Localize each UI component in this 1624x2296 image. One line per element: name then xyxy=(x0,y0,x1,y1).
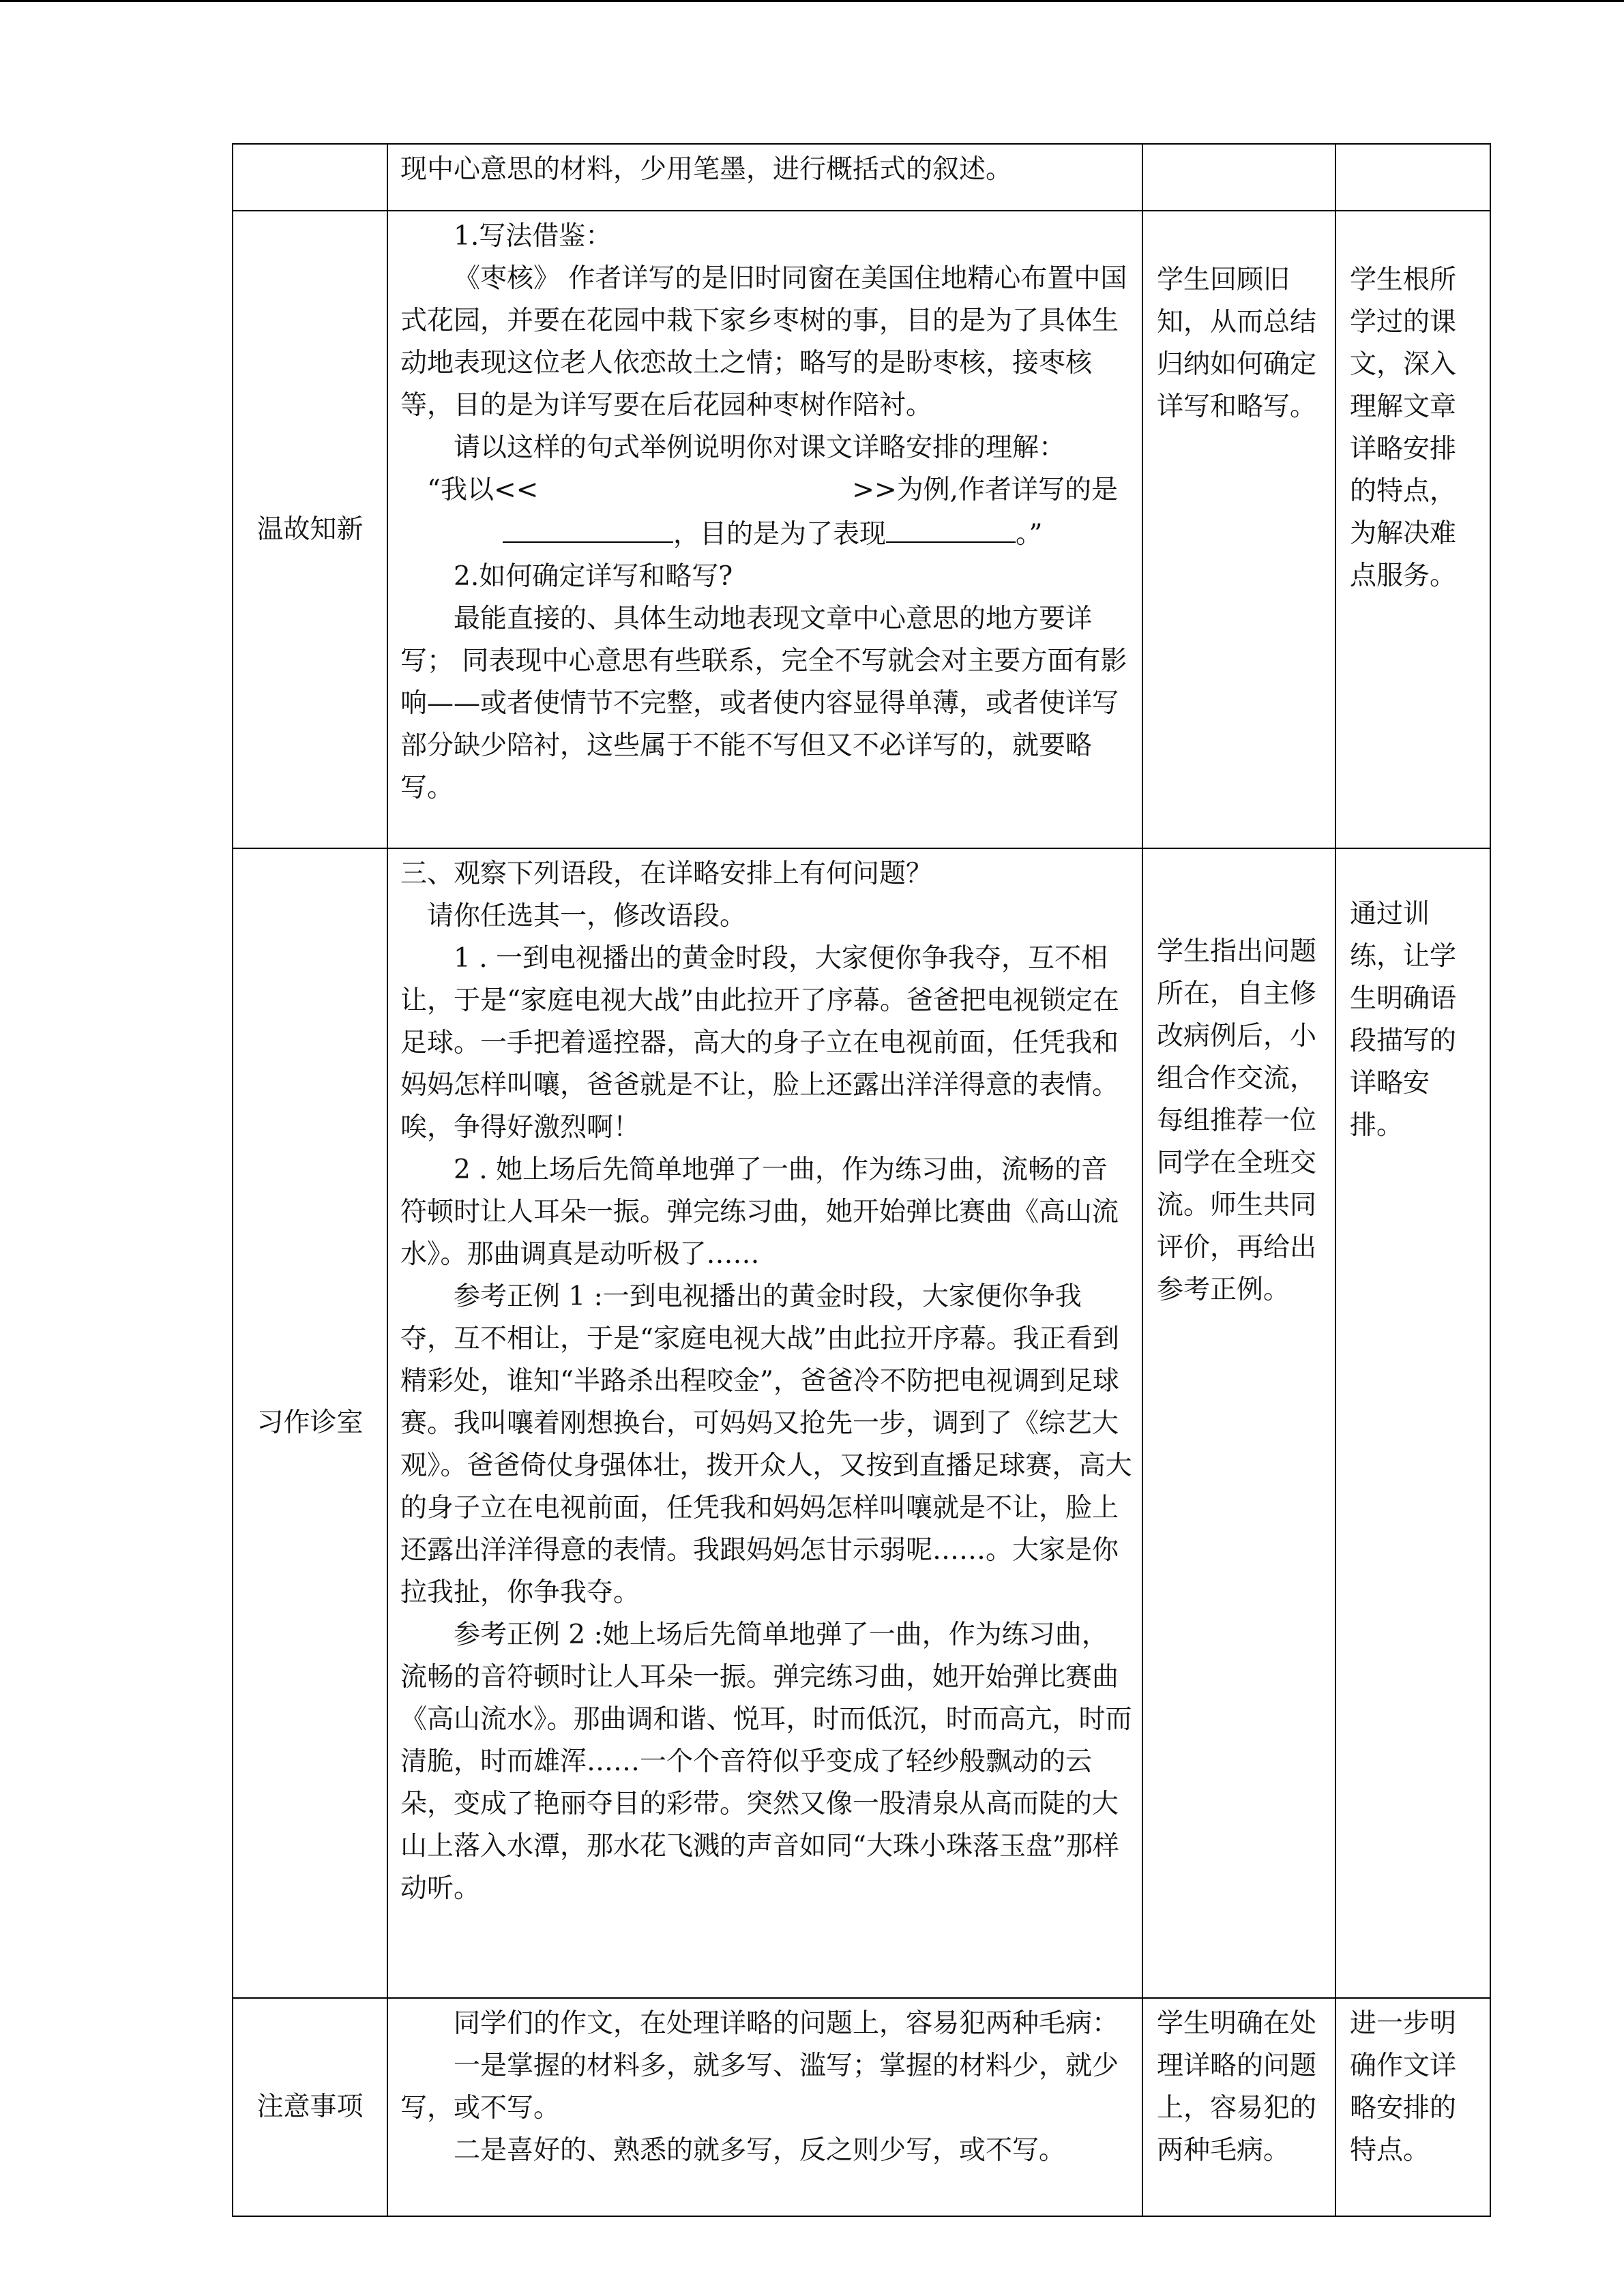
table-row-notes xyxy=(233,1998,1490,2216)
content-paragraph: 一是掌握的材料多，就多写、滥写；掌握的材料少，就少写，或不写。 xyxy=(400,2051,1119,2123)
student-activity-cell xyxy=(1142,144,1335,211)
table-row-review xyxy=(233,211,1490,848)
student-activity-text: 学生回顾旧知，从而总结归纳如何确定详写和略写。 xyxy=(1157,265,1317,422)
design-intent-text: 学生根所学过的课文，深入理解文章详略安排的特点，为解决难点服务。 xyxy=(1350,265,1457,591)
row-label-notes: 注意事项 xyxy=(233,1998,387,2216)
content-paragraph: 参考正例 1 :一到电视播出的黄金时段，大家便你争我 夺，互不相让，于是“家庭电视大战”由此拉开序幕。我正看到精彩处，谁知“半路杀出程咬金”，爸爸冷不防把电视调到足球赛。我叫嚷着刚想换台，可妈妈又抢先一步，调到了《综艺大观》。爸爸倚仗身强体壮，拨开众人，又按到直播足球赛，高大的身子立在电视前面，任凭我和妈妈怎样叫嚷就是不让，脸上还露出洋洋得意的表情。我跟妈妈怎甘示弱呢……。大家是你拉我扯，你争我夺。 xyxy=(400,1281,1132,1608)
content-paragraph: 《枣核》 作者详写的是旧时同窗在美国住地精心布置中国式花园，并要在花园中栽下家乡枣树的事，目的是为了具体生动地表现这位老人依恋故土之情；略写的是盼枣核，接枣核等，目的是为详写要在后花园种枣树作陪衬。 xyxy=(400,263,1127,421)
design-intent-text: 进一步明确作文详略安排的特点。 xyxy=(1350,2008,1457,2166)
cell-spacer xyxy=(400,1910,1132,1992)
sentence-fragment: 。” xyxy=(1016,519,1043,550)
row-label-writing-clinic: 习作诊室 xyxy=(233,848,387,1998)
teaching-content-cell xyxy=(387,211,1142,848)
content-paragraph: 2 . 她上场后先简单地弹了一曲，作为练习曲，流畅的音符顿时让人耳朵一振。弹完练习曲，她开始弹比赛曲《高山流水》。那曲调真是动听极了…… xyxy=(400,1154,1119,1270)
design-intent-cell xyxy=(1335,211,1490,848)
table-row-writing-clinic xyxy=(233,848,1490,1998)
content-paragraph: 参考正例 2 :她上场后先简单地弹了一曲，作为练习曲，流畅的音符顿时让人耳朵一振。弹完练习曲，她开始弹比赛曲《高山流水》。那曲调和谐、悦耳，时而低沉，时而高亢，时而清脆，时而雄浑……一个个音符似乎变成了轻纱般飘动的云朵，变成了艳丽夺目的彩带。突然又像一股清泉从高而陡的大山上落入水潭，那水花飞溅的声音如同“大珠小珠落玉盘”那样动听。 xyxy=(400,1620,1132,1904)
answer-blank xyxy=(886,511,1016,543)
student-activity-cell xyxy=(1142,848,1335,1998)
content-paragraph: 1 . 一到电视播出的黄金时段，大家便你争我夺，互不相让，于是“家庭电视大战”由此拉开了序幕。爸爸把电视锁定在足球。一手把着遥控器，高大的身子立在电视前面，任凭我和妈妈怎样叫嚷，爸爸就是不让，脸上还露出洋洋得意的表情。唉，争得好激烈啊！ xyxy=(400,943,1119,1143)
sentence-fragment: >>为例,作者详写的是 xyxy=(852,475,1119,505)
student-activity-text: 学生指出问题所在，自主修改病例后，小组合作交流，每组推荐一位同学在全班交流。师生共同评价，再给出参考正例。 xyxy=(1157,936,1317,1305)
fill-in-sentence-line-2 xyxy=(400,511,1132,556)
content-paragraph: 最能直接的、具体生动地表现文章中心意思的地方要详写； 同表现中心意思有些联系，完全不写就会对主要方面有影响——或者使情节不完整，或者使内容显得单薄，或者使详写部分缺少陪衬，这些属于不能不写但又不必详写的，就要略写。 xyxy=(400,603,1127,803)
design-intent-text: 通过训练，让学生明确语段描写的详略安排。 xyxy=(1350,899,1457,1141)
student-activity-text: 学生明确在处理详略的问题上，容易犯的两种毛病。 xyxy=(1157,2008,1317,2166)
table-row-continuation xyxy=(233,144,1490,211)
sentence-fragment: “我以<< xyxy=(427,475,539,505)
content-paragraph: 二是喜好的、熟悉的就多写，反之则少写，或不写。 xyxy=(454,2135,1066,2166)
content-paragraph: 现中心意思的材料，少用笔墨，进行概括式的叙述。 xyxy=(400,154,1013,185)
design-intent-cell xyxy=(1335,848,1490,1998)
student-activity-cell xyxy=(1142,211,1335,848)
design-intent-cell xyxy=(1335,144,1490,211)
content-paragraph: 同学们的作文，在处理详略的问题上，容易犯两种毛病： xyxy=(454,2008,1119,2039)
row-label-empty xyxy=(233,144,387,211)
content-paragraph: 三、观察下列语段，在详略安排上有何问题？ xyxy=(400,859,933,889)
teaching-content-cell xyxy=(387,144,1142,211)
row-label-review: 温故知新 xyxy=(233,211,387,848)
teaching-content-cell xyxy=(387,848,1142,1998)
student-activity-cell xyxy=(1142,1998,1335,2216)
lesson-plan-table xyxy=(232,143,1491,2217)
teaching-content-cell xyxy=(387,1998,1142,2216)
content-paragraph: 请你任选其一，修改语段。 xyxy=(427,901,747,931)
content-paragraph: 请以这样的句式举例说明你对课文详略安排的理解： xyxy=(454,432,1066,463)
content-paragraph: 2.如何确定详写和略写? xyxy=(454,561,733,592)
fill-in-sentence-line-1 xyxy=(400,469,1132,511)
design-intent-cell xyxy=(1335,1998,1490,2216)
page-top-border xyxy=(0,0,1624,2)
content-paragraph: 1.写法借鉴： xyxy=(454,221,612,252)
answer-blank xyxy=(503,511,673,543)
sentence-fragment: ，目的是为了表现 xyxy=(673,519,887,550)
